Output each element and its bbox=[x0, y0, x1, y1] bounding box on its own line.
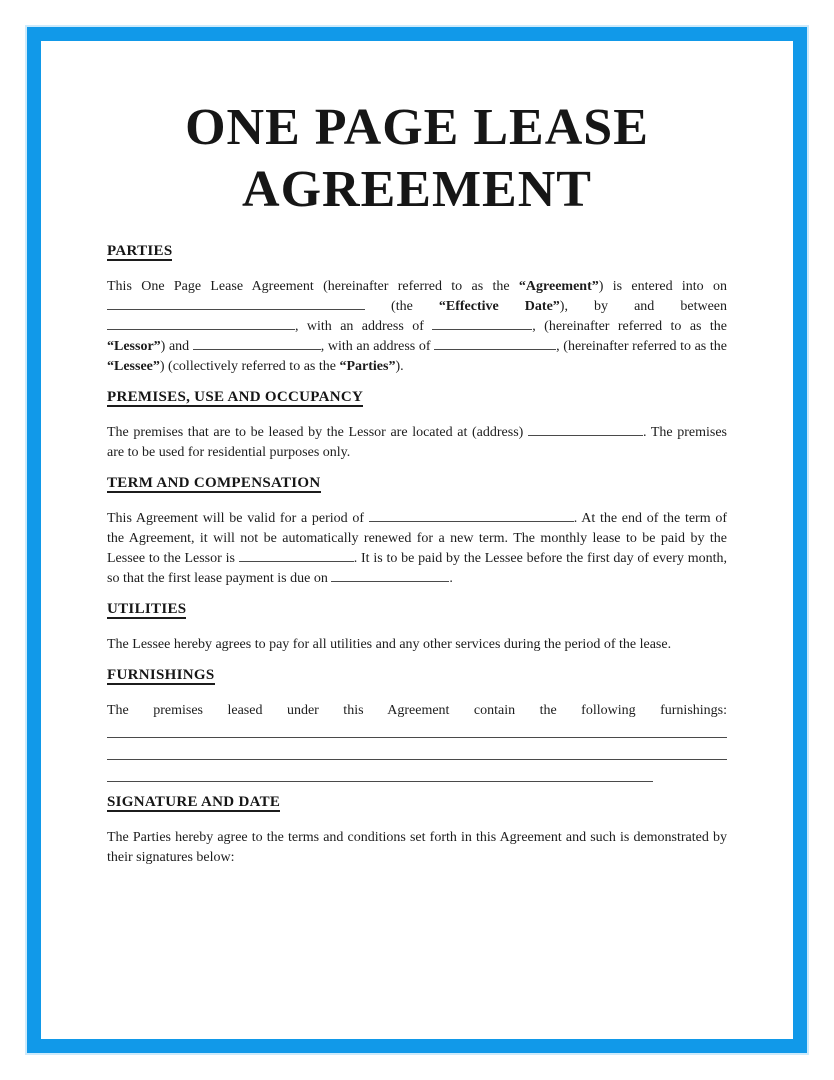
document-content bbox=[41, 41, 793, 868]
section-heading-term bbox=[107, 473, 727, 493]
section-heading-parties bbox=[107, 241, 727, 261]
section-furnishings bbox=[107, 665, 727, 782]
text-run: The Lessee hereby agrees to pay for all utilities and any other services during the period of the lease. bbox=[107, 637, 672, 652]
fill-in-line bbox=[107, 781, 653, 782]
text-run: The Parties hereby agree to the terms and conditions set forth in this Agreement and such is demonstrated by their signatures below: bbox=[107, 830, 727, 865]
text-run: This One Page Lease Agreement (hereinafter referred to as the bbox=[107, 279, 519, 294]
text-run: ) (collectively referred to as the bbox=[159, 359, 340, 374]
document-title-line-2: AGREEMENT bbox=[242, 161, 592, 218]
section-heading-premises bbox=[107, 387, 727, 407]
text-run: ) and bbox=[160, 339, 193, 354]
section-heading-text: FURNISHINGS bbox=[107, 667, 215, 683]
paragraph bbox=[107, 635, 727, 655]
paragraph bbox=[107, 277, 727, 377]
fill-in-blank bbox=[331, 570, 449, 582]
fill-in-line bbox=[107, 737, 727, 738]
section-heading-text: PARTIES bbox=[107, 243, 173, 259]
emphasized-term: “Effective Date” bbox=[438, 299, 560, 314]
text-run: The premises that are to be leased by the Lessor are located at (address) bbox=[107, 425, 528, 440]
section-heading-text: UTILITIES bbox=[107, 601, 187, 617]
text-run: , with an address of bbox=[320, 339, 435, 354]
fill-in-blank bbox=[107, 318, 295, 330]
emphasized-term: “Lessor” bbox=[107, 339, 161, 354]
emphasized-term: “Parties” bbox=[339, 359, 396, 374]
emphasized-term: “Lessee” bbox=[107, 359, 160, 374]
text-run: . The premises are to be used for residential purposes only. bbox=[107, 425, 727, 460]
section-premises bbox=[107, 387, 727, 463]
section-parties bbox=[107, 241, 727, 377]
text-run: This Agreement will be valid for a period of bbox=[107, 511, 369, 526]
section-heading-text: TERM AND COMPENSATION bbox=[107, 475, 321, 491]
section-signature bbox=[107, 792, 727, 868]
text-run: . At the end of the term of the Agreement, it will not be automatically renewed for a new term. The monthly lease to be paid by the Lessee to the Lessor is bbox=[107, 511, 727, 566]
blue-border-frame bbox=[27, 27, 807, 1053]
text-run: , (hereinafter referred to as the bbox=[532, 319, 727, 334]
text-run: . It is to be paid by the Lessee before the first day of every month, so that the first lease payment is due on bbox=[107, 551, 727, 586]
section-utilities bbox=[107, 599, 727, 655]
fill-in-blank bbox=[434, 338, 556, 350]
fill-in-blank bbox=[107, 298, 365, 310]
section-term bbox=[107, 473, 727, 589]
text-run: (the bbox=[365, 299, 439, 314]
text-run: . bbox=[449, 571, 453, 586]
fill-in-blank bbox=[369, 510, 574, 522]
paragraph bbox=[107, 828, 727, 868]
text-run: , (hereinafter referred to as the bbox=[556, 339, 727, 354]
document-sections bbox=[107, 241, 727, 868]
paragraph bbox=[107, 509, 727, 589]
fill-in-blank bbox=[528, 424, 643, 436]
section-heading-text: PREMISES, USE AND OCCUPANCY bbox=[107, 389, 364, 405]
section-heading-furnishings bbox=[107, 665, 727, 685]
paragraph bbox=[107, 423, 727, 463]
text-run: ), by and between bbox=[559, 299, 727, 314]
section-heading-text: SIGNATURE AND DATE bbox=[107, 794, 281, 810]
paragraph bbox=[107, 701, 727, 721]
text-run: , with an address of bbox=[295, 319, 433, 334]
text-run: The premises leased under this Agreement contain the following furnishings: bbox=[107, 703, 727, 718]
text-run: ). bbox=[395, 359, 404, 374]
fill-in-blank bbox=[193, 338, 321, 350]
fill-in-blank bbox=[432, 318, 532, 330]
document-title bbox=[107, 97, 727, 221]
emphasized-term: “Agreement” bbox=[518, 279, 599, 294]
text-run: ) is entered into on bbox=[598, 279, 727, 294]
fill-in-blank bbox=[239, 550, 354, 562]
section-heading-signature bbox=[107, 792, 727, 812]
document-title-line-1: ONE PAGE LEASE bbox=[185, 99, 649, 156]
fill-in-line bbox=[107, 759, 727, 760]
section-heading-utilities bbox=[107, 599, 727, 619]
